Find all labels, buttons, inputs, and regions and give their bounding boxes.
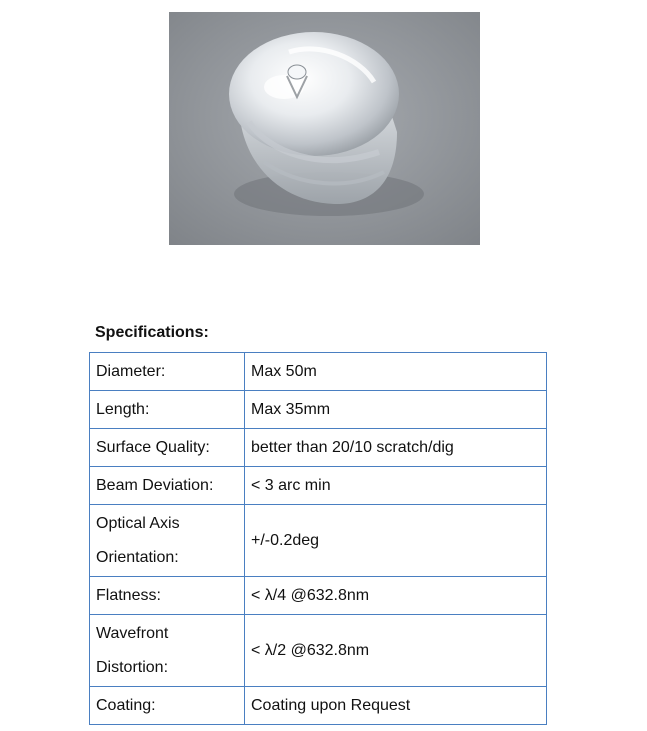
specifications-heading: Specifications: — [95, 324, 209, 341]
spec-row — [90, 505, 547, 577]
spec-row — [90, 353, 547, 391]
spec-label-cell — [90, 429, 245, 467]
spec-label: Beam Deviation: — [96, 476, 214, 494]
spec-label-cell — [90, 505, 245, 577]
specifications-table — [89, 352, 547, 725]
spec-label: Optical Axis — [96, 514, 180, 532]
spec-row — [90, 467, 547, 505]
spec-value: Max 50m — [245, 353, 547, 391]
spec-row — [90, 577, 547, 615]
spec-row — [90, 687, 547, 725]
spec-label: Surface Quality: — [96, 438, 210, 456]
spec-value: < λ/4 @632.8nm — [245, 577, 547, 615]
spec-label: Coating: — [96, 696, 156, 714]
spec-label-cell — [90, 391, 245, 429]
spec-value: < λ/2 @632.8nm — [245, 615, 547, 687]
spec-value: < 3 arc min — [245, 467, 547, 505]
spec-label: Distortion: — [96, 658, 169, 676]
spec-label: Orientation: — [96, 548, 179, 566]
spec-label-cell — [90, 615, 245, 687]
product-photo — [169, 12, 480, 245]
spec-label-cell — [90, 577, 245, 615]
spec-label: Diameter: — [96, 362, 166, 380]
spec-row — [90, 615, 547, 687]
spec-label-cell — [90, 353, 245, 391]
spec-label: Flatness: — [96, 586, 161, 604]
spec-label: Length: — [96, 400, 150, 418]
spec-label-cell — [90, 467, 245, 505]
spec-label: Wavefront — [96, 624, 169, 642]
spec-value: +/-0.2deg — [245, 505, 547, 577]
spec-value: Max 35mm — [245, 391, 547, 429]
spec-value: Coating upon Request — [245, 687, 547, 725]
spec-row — [90, 391, 547, 429]
spec-value: better than 20/10 scratch/dig — [245, 429, 547, 467]
spec-row — [90, 429, 547, 467]
spec-label-cell — [90, 687, 245, 725]
crystal-photo-graphic — [169, 12, 480, 245]
